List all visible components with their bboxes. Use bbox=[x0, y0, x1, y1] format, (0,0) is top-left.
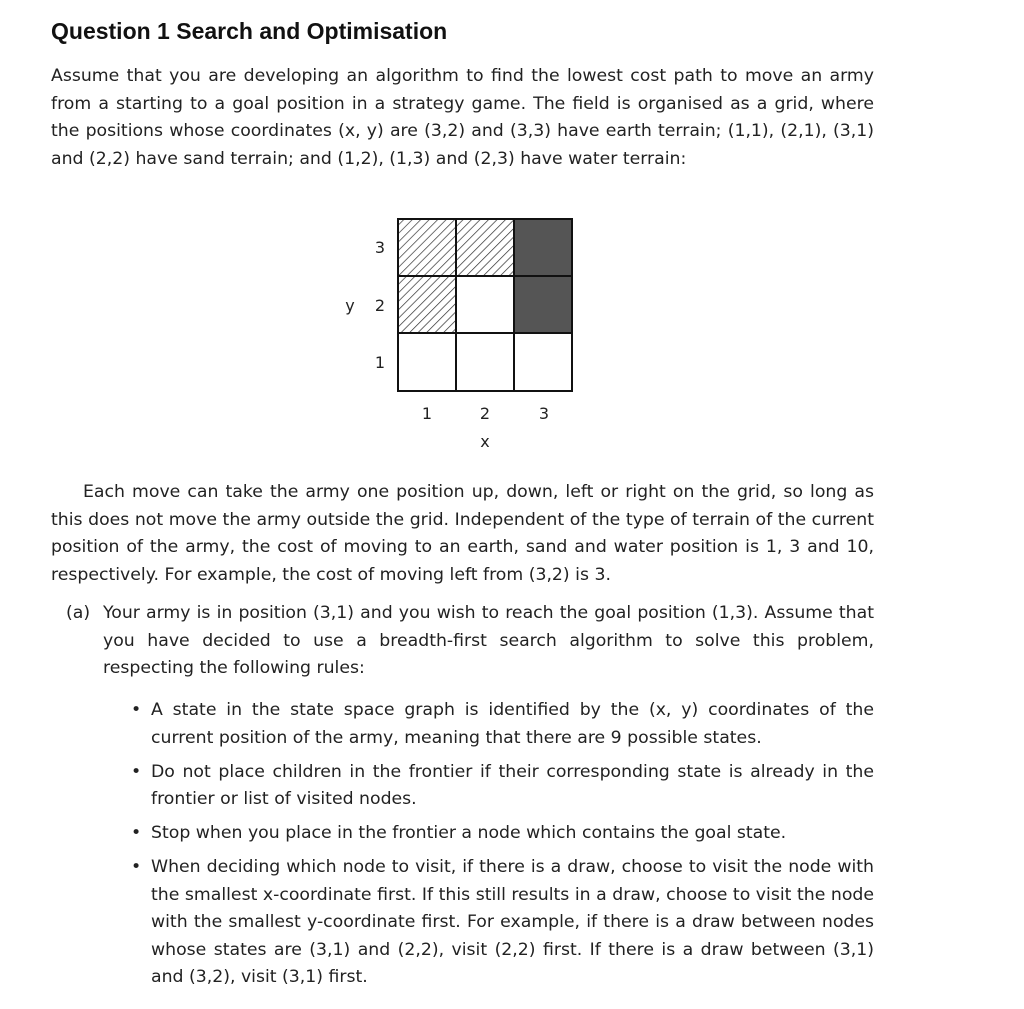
rule-item bbox=[131, 820, 874, 848]
cell-2-2 bbox=[456, 276, 514, 333]
rule-text: When deciding which node to visit, if there is a draw, choose to visit the node with the smallest x-coordinate first. If this still results in a draw, choose to visit the node with the smallest y-coordinate first. For example, if there is a draw between nodes whose states are (3,1) and (2,2), visit (2,2) first. If there is a draw between (3,1) and (3,2), visit (3,1) first. bbox=[151, 857, 874, 987]
intro-paragraph: Assume that you are developing an algorithm to find the lowest cost path to move an army from a starting to a goal position in a strategy game. The field is organised as a grid, where the positions whose coordinates (x, y) are (3,2) and (3,3) have earth terrain; (1,1), (2,1), (3,1) and (2,2) have sand terrain; and (1,2), (1,3) and (2,3) have water terrain: bbox=[51, 66, 874, 169]
terrain-grid-figure bbox=[330, 208, 590, 458]
bullet-icon: • bbox=[131, 700, 142, 720]
cell-1-3 bbox=[398, 219, 456, 276]
rule-item bbox=[131, 854, 874, 992]
part-a-label: (a) bbox=[66, 603, 91, 623]
rule-text: A state in the state space graph is identified by the (x, y) coordinates of the current position of the army, meaning that there are 9 possible states. bbox=[151, 700, 874, 748]
x-axis-label: x bbox=[480, 432, 490, 451]
moves-paragraph: Each move can take the army one position up, down, left or right on the grid, so long as this does not move the army outside the grid. Independent of the type of terrain of the current position of the army, the cost of moving to an earth, sand and water position is 1, 3 and 10, respectively. For example, the cost of moving left from (3,2) is 3. bbox=[51, 482, 874, 585]
rules-list bbox=[131, 697, 874, 998]
y-tick-3: 3 bbox=[374, 238, 386, 257]
rule-item bbox=[131, 697, 874, 752]
x-tick-1: 1 bbox=[421, 404, 433, 423]
x-tick-2: 2 bbox=[479, 404, 491, 423]
y-axis-label: y bbox=[345, 296, 355, 315]
cell-1-1 bbox=[398, 333, 456, 391]
question-title: Question 1 Search and Optimisation bbox=[51, 18, 448, 44]
bullet-icon: • bbox=[131, 823, 142, 843]
cell-2-3 bbox=[456, 219, 514, 276]
x-tick-3: 3 bbox=[538, 404, 550, 423]
cell-1-2 bbox=[398, 276, 456, 333]
rule-item bbox=[131, 759, 874, 814]
rule-text: Stop when you place in the frontier a node which contains the goal state. bbox=[151, 823, 787, 843]
y-tick-2: 2 bbox=[374, 296, 386, 315]
bullet-icon: • bbox=[131, 761, 142, 782]
rule-text: Do not place children in the frontier if their corresponding state is already in the frontier or list of visited nodes. bbox=[151, 761, 874, 809]
cell-3-1 bbox=[514, 333, 572, 391]
y-tick-1: 1 bbox=[374, 353, 386, 372]
cell-3-2 bbox=[514, 276, 572, 333]
part-a-text: Your army is in position (3,1) and you wish to reach the goal position (1,3). Assume that you have decided to use a breadth-first search algorithm to solve this problem, respecting the following rules: bbox=[103, 603, 874, 678]
cell-3-3 bbox=[514, 219, 572, 276]
cell-2-1 bbox=[456, 333, 514, 391]
part-a bbox=[51, 600, 874, 683]
bullet-icon: • bbox=[131, 857, 142, 877]
